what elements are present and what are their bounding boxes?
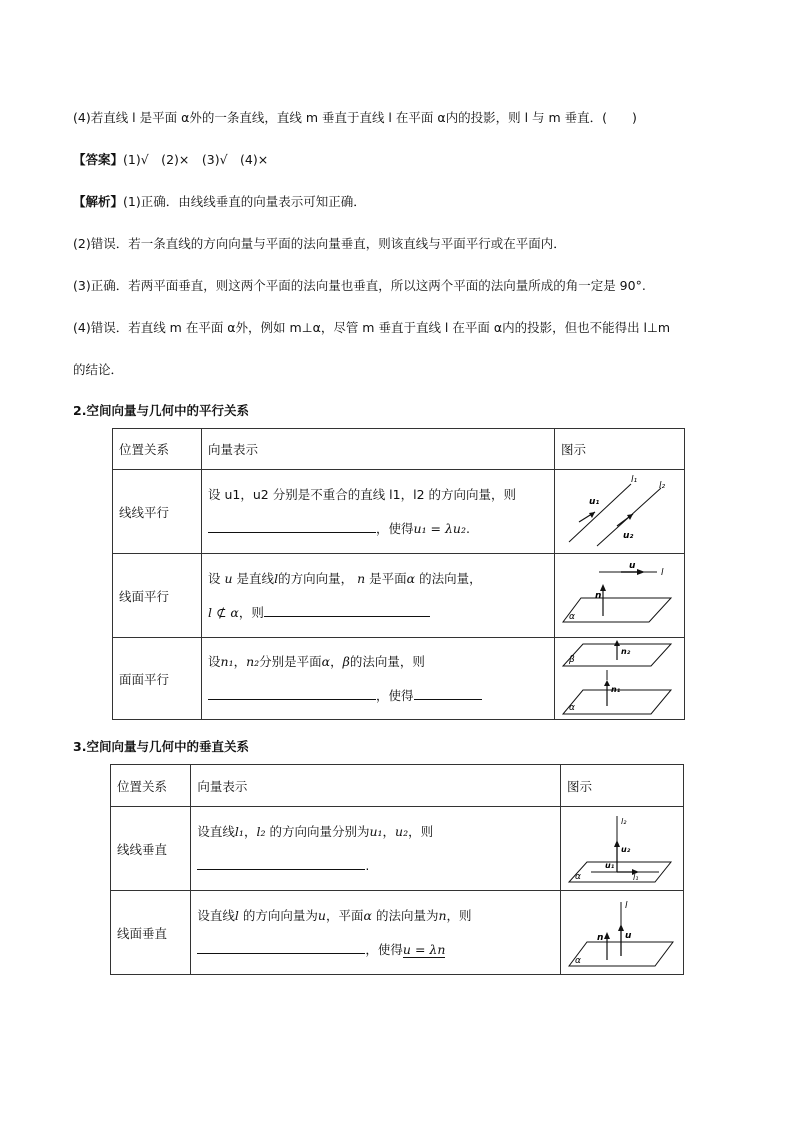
perpendicular-table — [110, 764, 684, 975]
row-text-2: l ⊄ α，则 — [208, 596, 548, 630]
label-l: l — [625, 900, 628, 911]
label-l2: l₂ — [621, 816, 627, 826]
fill-blank[interactable] — [197, 857, 365, 870]
vec-u: u — [224, 570, 233, 586]
label-u1: u₁ — [605, 860, 615, 870]
row-text-1: 设直线l₁，l₂ 的方向向量分别为u₁，u₂，则 — [197, 823, 434, 839]
answer-line — [73, 150, 268, 168]
answer-label: 【答案】 — [73, 152, 124, 167]
figure-cell — [555, 638, 685, 720]
figure-cell — [561, 807, 684, 891]
fill-blank[interactable] — [208, 687, 376, 700]
vec-u1: u₁ — [369, 823, 383, 839]
fill-blank[interactable] — [414, 687, 482, 700]
header-figure: 图示 — [555, 429, 685, 470]
vector-cell — [191, 891, 561, 975]
label-n2: n₂ — [621, 646, 631, 656]
label-beta: β — [569, 654, 575, 665]
row-text-2: ，使得 — [208, 679, 548, 713]
row-name: 线线平行 — [113, 470, 202, 554]
row-text-2 — [208, 512, 548, 546]
formula: u = λn — [402, 941, 446, 957]
label-alpha: α — [569, 702, 575, 713]
label-alpha: α — [575, 955, 581, 966]
row-name: 线线垂直 — [111, 807, 191, 891]
plane-plane-parallel-figure — [561, 640, 677, 718]
condition: l ⊄ α — [208, 604, 239, 620]
vector-cell — [191, 807, 561, 891]
header-vector: 向量表示 — [202, 429, 555, 470]
header-position: 位置关系 — [113, 429, 202, 470]
section-3-title: 3.空间向量与几何中的垂直关系 — [73, 739, 249, 754]
header-figure: 图示 — [561, 765, 684, 807]
fill-blank[interactable] — [197, 941, 365, 954]
section-2-title: 2.空间向量与几何中的平行关系 — [73, 403, 249, 418]
line-plane-perpendicular-figure — [567, 894, 677, 972]
line-line-perpendicular-figure — [567, 810, 677, 888]
row-text-1: 设直线l 的方向向量为u，平面α 的法向量为n，则 — [197, 907, 472, 923]
figure-cell — [555, 470, 685, 554]
formula: u₁ = λu₂ — [413, 520, 466, 536]
vec-n: n — [357, 570, 366, 586]
parallel-lines-figure — [561, 474, 677, 550]
analysis-p3: (3)正确．若两平面垂直，则这两个平面的法向量也垂直，所以这两个平面的法向量所成的角一定是 90°. — [73, 278, 646, 293]
label-n: n — [595, 590, 602, 601]
label-l: l — [661, 567, 664, 578]
header-vector: 向量表示 — [191, 765, 561, 807]
vec-n: n — [438, 907, 447, 923]
label-l1: l₁ — [633, 872, 639, 882]
fill-blank[interactable] — [208, 520, 376, 533]
label-n: n — [597, 932, 604, 943]
vector-cell — [202, 470, 555, 554]
vec-u: u — [317, 907, 326, 923]
question-4: (4)若直线 l 是平面 α外的一条直线，直线 m 垂直于直线 l 在平面 α内的投影，则 l 与 m 垂直．( ) — [73, 110, 637, 125]
analysis-p1: (1)正确．由线线垂直的向量表示可知正确． — [123, 194, 366, 209]
analysis-p4a: (4)错误．若直线 m 在平面 α外，例如 m⊥α，尽管 m 垂直于直线 l 在平面 α内的投影，但也不能得出 l⊥m — [73, 320, 671, 335]
label-u1: u₁ — [589, 496, 600, 507]
vector-cell — [202, 638, 555, 720]
line-plane-parallel-figure — [561, 558, 677, 634]
parallel-table — [112, 428, 685, 720]
figure-cell — [561, 891, 684, 975]
label-n1: n₁ — [611, 684, 621, 694]
analysis-label: 【解析】 — [73, 194, 124, 209]
label-l1: l₁ — [631, 474, 638, 485]
label-u2: u₂ — [623, 530, 634, 541]
answer-text: (1)√ (2)× (3)√ (4)× — [123, 152, 269, 167]
row-text-1: 设n₁，n₂分别是平面α，β的法向量，则 — [208, 653, 425, 669]
analysis-p4b: 的结论． — [73, 362, 124, 377]
vec-n1: n₁ — [220, 653, 234, 669]
analysis-p2: (2)错误．若一条直线的方向向量与平面的法向量垂直，则该直线与平面平行或在平面内． — [73, 236, 566, 251]
row-name: 线面垂直 — [111, 891, 191, 975]
row-text-2: . — [197, 849, 554, 883]
row-name: 线面平行 — [113, 554, 202, 638]
label-u: u — [625, 930, 632, 941]
row-text-1: 设 u1，u2 分别是不重合的直线 l1，l2 的方向向量，则 — [208, 486, 516, 502]
figure-cell — [555, 554, 685, 638]
table-row — [113, 638, 685, 720]
label-alpha: α — [569, 611, 575, 622]
header-position: 位置关系 — [111, 765, 191, 807]
table-row — [111, 891, 684, 975]
table-row — [113, 470, 685, 554]
row-suffix: ，使得 — [376, 520, 414, 536]
row-text-2: ，使得u = λn — [197, 933, 554, 967]
label-u2: u₂ — [621, 844, 631, 854]
row-name: 面面平行 — [113, 638, 202, 720]
vec-u2: u₂ — [395, 823, 409, 839]
row-end: . — [465, 520, 470, 536]
vector-cell — [202, 554, 555, 638]
analysis-line-1 — [73, 192, 366, 210]
table-row — [113, 554, 685, 638]
fill-blank[interactable] — [264, 604, 430, 617]
table-row — [111, 807, 684, 891]
label-u: u — [629, 560, 636, 571]
label-alpha: α — [575, 871, 581, 882]
vec-n2: n₂ — [246, 653, 260, 669]
label-l2: l₂ — [659, 480, 666, 491]
row-text-1: 设 u 是直线l的方向向量， n 是平面α 的法向量， — [208, 570, 482, 586]
